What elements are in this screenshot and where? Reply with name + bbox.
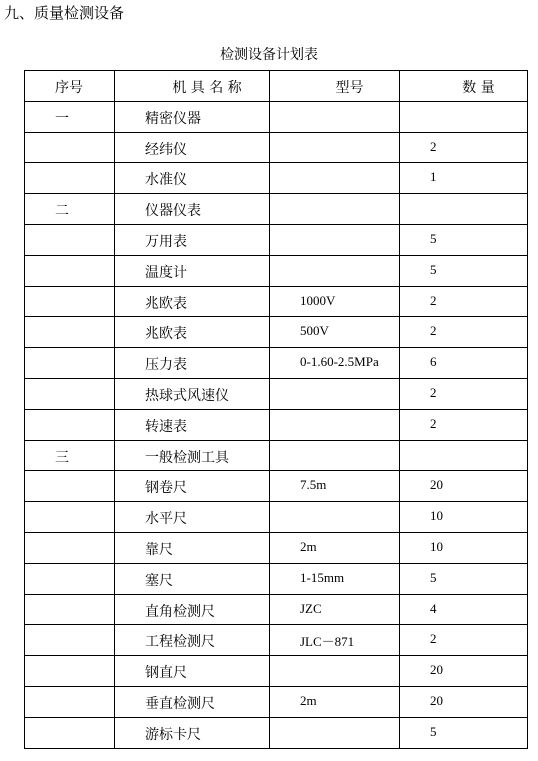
row-qty-cell — [400, 163, 528, 194]
row-model-cell — [270, 440, 400, 471]
row-seq-cell — [25, 255, 115, 286]
row-model — [270, 163, 399, 169]
row-name-cell — [115, 317, 270, 348]
table-row — [25, 409, 528, 440]
table-row — [25, 502, 528, 533]
row-name: 转速表 — [145, 418, 187, 435]
row-seq — [25, 317, 114, 323]
row-seq — [25, 410, 114, 416]
row-qty: 10 — [430, 538, 443, 554]
row-model-cell — [270, 563, 400, 594]
row-qty-cell — [400, 255, 528, 286]
table-row — [25, 686, 528, 717]
row-model — [270, 718, 399, 724]
row-seq — [25, 502, 114, 508]
row-qty-cell — [400, 502, 528, 533]
table-row — [25, 132, 528, 163]
row-model-cell — [270, 686, 400, 717]
row-seq-cell — [25, 286, 115, 317]
row-name-cell — [115, 286, 270, 317]
row-model: 7.5m — [300, 477, 327, 493]
row-qty-cell — [400, 317, 528, 348]
row-model: 2m — [300, 538, 317, 554]
row-model-cell — [270, 132, 400, 163]
row-qty: 20 — [430, 692, 443, 708]
row-qty-cell — [400, 194, 528, 225]
row-seq — [25, 471, 114, 477]
row-seq-cell — [25, 163, 115, 194]
row-qty-cell — [400, 532, 528, 563]
row-qty: 5 — [430, 723, 437, 739]
row-qty-cell — [400, 563, 528, 594]
row-name-cell — [115, 686, 270, 717]
table-header-row — [25, 71, 528, 102]
row-seq — [25, 533, 114, 539]
table-row — [25, 224, 528, 255]
row-name: 水准仪 — [145, 172, 187, 189]
row-name-cell — [115, 378, 270, 409]
row-model — [270, 656, 399, 662]
row-qty: 5 — [430, 569, 437, 585]
row-name-cell — [115, 132, 270, 163]
row-seq: 三 — [55, 449, 69, 466]
row-model-cell — [270, 532, 400, 563]
row-model — [270, 410, 399, 416]
row-qty: 10 — [430, 508, 443, 524]
table-row — [25, 532, 528, 563]
table-row — [25, 255, 528, 286]
row-seq-cell — [25, 686, 115, 717]
row-model-cell — [270, 317, 400, 348]
row-name-cell — [115, 532, 270, 563]
row-qty — [400, 102, 527, 108]
row-name: 游标卡尺 — [145, 726, 201, 743]
row-seq — [25, 718, 114, 724]
row-model — [270, 225, 399, 231]
row-qty-cell — [400, 132, 528, 163]
row-seq-cell — [25, 532, 115, 563]
row-name: 万用表 — [145, 233, 187, 250]
row-model-cell — [270, 625, 400, 656]
row-model: JZC — [300, 600, 322, 616]
row-model-cell — [270, 471, 400, 502]
row-name: 塞尺 — [145, 572, 173, 589]
row-name: 钢卷尺 — [145, 480, 187, 497]
row-name-cell — [115, 502, 270, 533]
row-seq-cell — [25, 132, 115, 163]
header-model: 型号 — [270, 71, 400, 102]
row-name: 热球式风速仪 — [145, 387, 229, 404]
row-qty: 2 — [430, 384, 437, 400]
row-seq: 一 — [55, 110, 69, 127]
table-row — [25, 656, 528, 687]
row-model-cell — [270, 101, 400, 132]
row-seq — [25, 564, 114, 570]
row-seq — [25, 287, 114, 293]
row-model — [270, 102, 399, 108]
row-name-cell — [115, 409, 270, 440]
row-seq-cell — [25, 440, 115, 471]
row-name: 温度计 — [145, 264, 187, 281]
row-name-cell — [115, 625, 270, 656]
row-name: 工程检测尺 — [145, 634, 215, 651]
row-name: 一般检测工具 — [145, 449, 229, 466]
row-qty — [400, 441, 527, 447]
row-qty: 1 — [430, 169, 437, 185]
row-qty-cell — [400, 471, 528, 502]
equipment-table — [24, 70, 528, 749]
header-seq: 序号 — [25, 71, 115, 102]
row-qty: 2 — [430, 323, 437, 339]
row-qty: 6 — [430, 354, 437, 370]
row-model — [270, 256, 399, 262]
row-model: 0-1.60-2.5MPa — [300, 354, 379, 370]
row-name: 经纬仪 — [145, 141, 187, 158]
row-qty: 20 — [430, 477, 443, 493]
row-model-cell — [270, 656, 400, 687]
row-qty: 2 — [430, 292, 437, 308]
row-seq-cell — [25, 317, 115, 348]
row-model: 1000V — [300, 292, 336, 308]
row-qty — [400, 194, 527, 200]
row-qty: 5 — [430, 261, 437, 277]
table-row — [25, 286, 528, 317]
row-seq — [25, 379, 114, 385]
table-row — [25, 348, 528, 379]
row-name-cell — [115, 471, 270, 502]
row-name: 水平尺 — [145, 511, 187, 528]
row-qty: 2 — [430, 631, 437, 647]
row-model-cell — [270, 409, 400, 440]
row-qty: 2 — [430, 138, 437, 154]
table-row — [25, 378, 528, 409]
row-name-cell — [115, 717, 270, 748]
row-seq-cell — [25, 471, 115, 502]
row-name-cell — [115, 194, 270, 225]
row-seq-cell — [25, 378, 115, 409]
table-row — [25, 163, 528, 194]
row-qty-cell — [400, 440, 528, 471]
row-model — [270, 441, 399, 447]
row-model: 500V — [300, 323, 329, 339]
row-name: 靠尺 — [145, 541, 173, 558]
row-model-cell — [270, 594, 400, 625]
row-qty: 5 — [430, 230, 437, 246]
table-row — [25, 101, 528, 132]
row-seq-cell — [25, 563, 115, 594]
row-name: 兆欧表 — [145, 326, 187, 343]
row-name-cell — [115, 594, 270, 625]
row-name-cell — [115, 656, 270, 687]
row-seq — [25, 133, 114, 139]
row-seq-cell — [25, 594, 115, 625]
row-qty-cell — [400, 409, 528, 440]
row-seq — [25, 656, 114, 662]
row-seq — [25, 687, 114, 693]
header-name: 机 具 名 称 — [115, 71, 270, 102]
row-seq-cell — [25, 224, 115, 255]
row-name-cell — [115, 563, 270, 594]
row-qty-cell — [400, 594, 528, 625]
row-model-cell — [270, 194, 400, 225]
row-name-cell — [115, 101, 270, 132]
row-seq-cell — [25, 409, 115, 440]
row-model-cell — [270, 255, 400, 286]
row-model-cell — [270, 348, 400, 379]
table-row — [25, 563, 528, 594]
row-seq-cell — [25, 194, 115, 225]
row-model — [270, 379, 399, 385]
row-seq-cell — [25, 101, 115, 132]
table-row — [25, 625, 528, 656]
row-name: 垂直检测尺 — [145, 695, 215, 712]
table-row — [25, 471, 528, 502]
row-model: JLC－871 — [300, 634, 355, 650]
row-qty: 4 — [430, 600, 437, 616]
row-model — [270, 502, 399, 508]
row-seq-cell — [25, 625, 115, 656]
row-seq — [25, 225, 114, 231]
row-name: 精密仪器 — [145, 110, 201, 127]
row-seq — [25, 256, 114, 262]
row-qty-cell — [400, 686, 528, 717]
row-qty: 20 — [430, 662, 443, 678]
table-row — [25, 440, 528, 471]
row-name-cell — [115, 348, 270, 379]
row-model: 2m — [300, 692, 317, 708]
row-seq — [25, 348, 114, 354]
row-seq-cell — [25, 502, 115, 533]
row-qty-cell — [400, 378, 528, 409]
section-heading: 九、质量检测设备 — [4, 4, 125, 22]
row-name-cell — [115, 163, 270, 194]
row-qty-cell — [400, 625, 528, 656]
row-name: 仪器仪表 — [145, 203, 201, 220]
row-name: 兆欧表 — [145, 295, 187, 312]
header-qty: 数 量 — [400, 71, 528, 102]
table-title: 检测设备计划表 — [220, 47, 318, 63]
row-qty-cell — [400, 348, 528, 379]
row-model: 1-15mm — [300, 569, 345, 585]
row-seq-cell — [25, 656, 115, 687]
row-model-cell — [270, 286, 400, 317]
row-qty-cell — [400, 656, 528, 687]
row-seq: 二 — [55, 203, 69, 220]
row-name-cell — [115, 440, 270, 471]
row-qty: 2 — [430, 415, 437, 431]
row-name: 直角检测尺 — [145, 603, 215, 620]
table-row — [25, 194, 528, 225]
row-model-cell — [270, 717, 400, 748]
table-row — [25, 317, 528, 348]
row-model-cell — [270, 224, 400, 255]
row-seq-cell — [25, 348, 115, 379]
row-name-cell — [115, 224, 270, 255]
row-qty-cell — [400, 224, 528, 255]
row-name: 钢直尺 — [145, 665, 187, 682]
row-model-cell — [270, 378, 400, 409]
row-seq — [25, 625, 114, 631]
row-name: 压力表 — [145, 357, 187, 374]
row-name-cell — [115, 255, 270, 286]
row-qty-cell — [400, 286, 528, 317]
row-model-cell — [270, 502, 400, 533]
row-seq — [25, 163, 114, 169]
row-seq — [25, 595, 114, 601]
row-qty-cell — [400, 101, 528, 132]
row-model — [270, 194, 399, 200]
table-row — [25, 594, 528, 625]
row-seq-cell — [25, 717, 115, 748]
row-qty-cell — [400, 717, 528, 748]
row-model-cell — [270, 163, 400, 194]
table-row — [25, 717, 528, 748]
row-model — [270, 133, 399, 139]
